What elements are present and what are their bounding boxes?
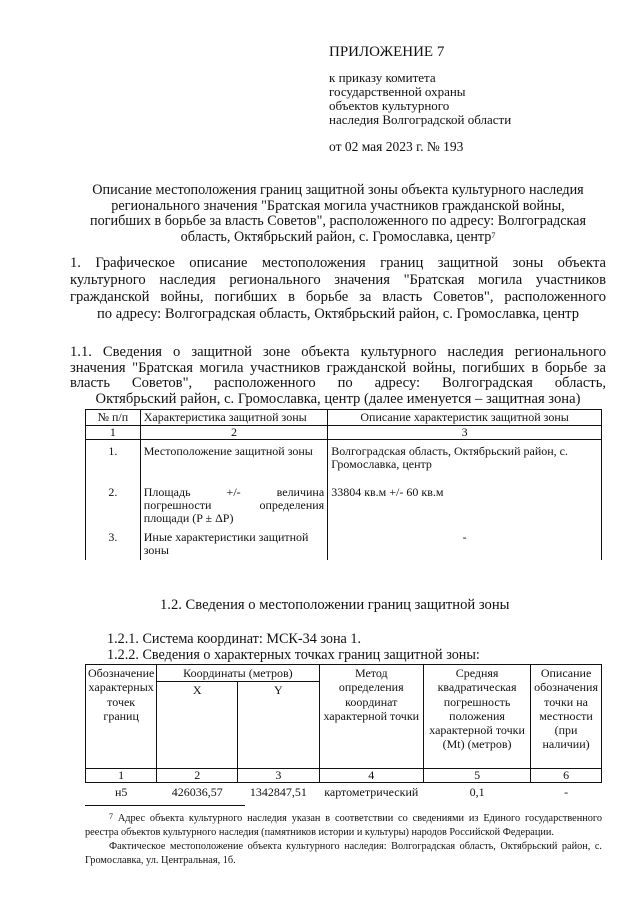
number-cell: 3 [328, 426, 602, 440]
footnote-2-text: Фактическое местоположение объекта культурного наследия: Волгоградская область, Октябрьский район, с. Громославка, ул. Центральная, 1б. [85, 841, 602, 866]
header-error: Средняя квадратическая погрешность положения характерной точки (Mt) (метров) [424, 665, 531, 769]
number-cell: 2 [140, 426, 327, 440]
document-title-line: Описание местоположения границ защитной зоны объекта культурного наследия [92, 182, 584, 198]
footnote-mark: 7 [109, 812, 113, 821]
footnote-1-text: Адрес объекта культурного наследия указан в соответствии со сведениями из Единого государственного реестра объектов культурного наследия (памятников истории и культуры) народов Российской Федерации. [85, 813, 602, 838]
row-value: Волгоградская область, Октябрьский район, с. Громославка, центр [328, 440, 602, 479]
number-cell: 3 [238, 769, 319, 783]
appendix-line: объектов культурного [329, 98, 450, 113]
cell-description: - [564, 785, 569, 800]
section-1-2-title: 1.2. Сведения о местоположении границ защитной зоны [160, 597, 510, 613]
number-cell: 6 [531, 769, 602, 783]
row-number: 3. [86, 527, 141, 560]
document-title-line: погибших в борьбе за власть Советов", расположенного по адресу: Волгоградская [89, 213, 587, 229]
header-cell: Характеристика защитной зоны [140, 410, 327, 426]
appendix-line: государственной охраны [329, 84, 466, 99]
document-title-line [70, 230, 606, 246]
number-cell: 1 [86, 426, 141, 440]
footnote-2 [85, 840, 602, 868]
footnote-divider [85, 805, 245, 806]
table-row [86, 478, 602, 527]
cell-point: н5 [114, 785, 128, 800]
footnote-1 [85, 812, 602, 840]
table-row [86, 527, 602, 560]
table-header-row [86, 665, 602, 682]
table-row [86, 440, 602, 479]
coordinate-system: 1.2.1. Система координат: МСК-34 зона 1. [107, 631, 362, 647]
table-number-row [86, 426, 602, 440]
document-title [70, 183, 606, 245]
header-y: Y [238, 682, 319, 769]
section-1-1-last-line: Октябрьский район, с. Громославка, центр (далее именуется – защитная зона) [95, 390, 581, 407]
row-name: Местоположение защитной зоны [140, 440, 327, 479]
cell-y: 1342847,51 [249, 785, 307, 800]
header-method: Метод определения координат характерной точки [319, 665, 423, 769]
row-number: 1. [86, 440, 141, 479]
points-title: 1.2.2. Сведения о характерных точках границ защитной зоны: [107, 647, 480, 663]
header-cell: № п/п [86, 410, 141, 426]
document-title-line-text: область, Октябрьский район, с. Громославка, центр [180, 228, 492, 245]
section-1-1 [70, 345, 606, 407]
number-cell: 5 [424, 769, 531, 783]
header-point: Обозначение характерных точек границ [86, 665, 157, 769]
number-cell: 1 [86, 769, 157, 783]
appendix-line: к приказу комитета [329, 70, 436, 85]
appendix-line: наследия Волгоградской области [329, 112, 512, 127]
cell-error: 0,1 [469, 785, 485, 800]
section-1-1-text: 1.1. Сведения о защитной зоне объекта культурного наследия регионального значения "Братская могила участников гражданской войны, погибших в борьбе за власть Советов", расположенного по адресу: Волгоградская область, [70, 344, 606, 391]
header-description: Описание обозначения точки на местности (при наличии) [531, 665, 602, 769]
document-title-line: регионального значения "Братская могила участников гражданской войны, [111, 197, 565, 214]
row-number: 2. [86, 478, 141, 527]
table-number-row [86, 769, 602, 783]
row-name: Иные характеристики защитной зоны [140, 527, 327, 560]
table-row [86, 783, 602, 802]
table-header-row [86, 410, 602, 426]
section-1-last-line: по адресу: Волгоградская область, Октябрьский район, с. Громославка, центр [97, 306, 579, 322]
number-cell: 2 [157, 769, 238, 783]
cell-method: картометрический [324, 785, 419, 800]
section-1 [70, 255, 606, 323]
row-value: 33804 кв.м +/- 60 кв.м [328, 478, 602, 527]
appendix-date: от 02 мая 2023 г. № 193 [329, 139, 464, 154]
header-cell: Описание характеристик защитной зоны [328, 410, 602, 426]
zone-info-table [85, 409, 602, 560]
cell-x: 426036,57 [171, 785, 223, 800]
row-value: - [328, 527, 602, 560]
footnote-ref: 7 [491, 230, 496, 240]
number-cell: 4 [319, 769, 423, 783]
header-coords: Координаты (метров) [157, 665, 319, 682]
header-x: X [157, 682, 238, 769]
boundary-points-table [85, 664, 602, 802]
appendix-title: ПРИЛОЖЕНИЕ 7 [329, 44, 445, 60]
section-1-text: 1. Графическое описание местоположения границ защитной зоны объекта культурного наследия регионального значения "Братская могила участников гражданской войны, погибших в борьбе за власть Советов", расположенного [70, 255, 606, 305]
row-name: Площадь +/- величина погрешности определения площади (P ± ΔP) [140, 478, 327, 527]
